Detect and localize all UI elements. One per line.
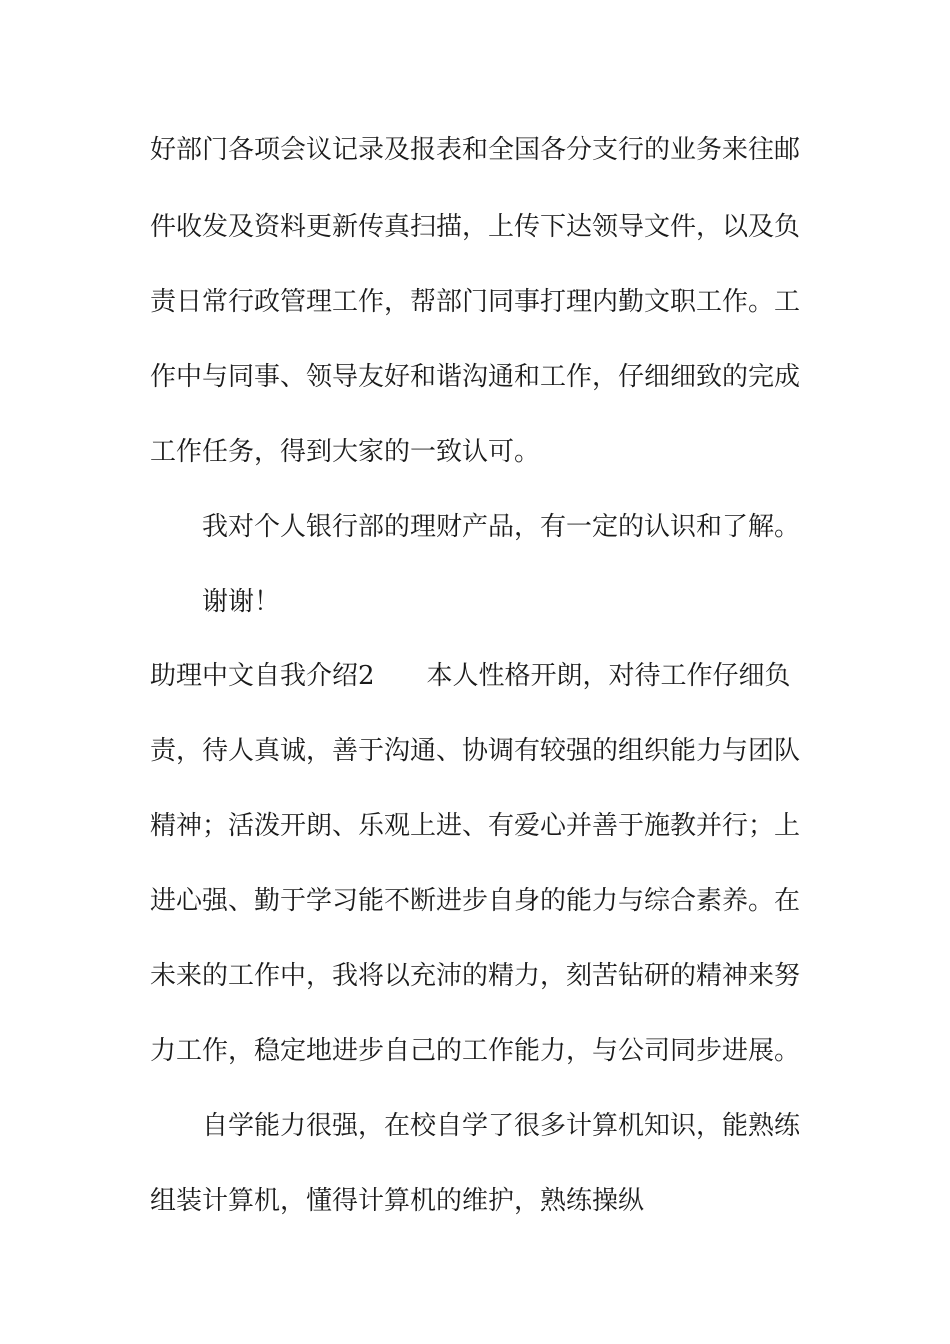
text-line: 精神；活泼开朗、乐观上进、有爱心并善于施教并行；上 xyxy=(150,811,801,841)
text-line: 好部门各项会议记录及报表和全国各分支行的业务来往邮 xyxy=(150,135,801,165)
text-line: 件收发及资料更新传真扫描，上传下达领导文件，以及负 xyxy=(150,212,801,242)
text-line: 责日常行政管理工作，帮部门同事打理内勤文职工作。工 xyxy=(150,287,801,317)
text-line: 本人性格开朗，对待工作仔细负 xyxy=(426,661,791,691)
text-line: 谢谢！ xyxy=(202,587,281,617)
text-line: 责，待人真诚，善于沟通、协调有较强的组织能力与团队 xyxy=(150,736,801,766)
text-line: 自学能力很强，在校自学了很多计算机知识，能熟练 xyxy=(202,1111,801,1141)
section-heading-line xyxy=(150,660,791,692)
text-line: 力工作，稳定地进步自己的工作能力，与公司同步进展。 xyxy=(150,1036,801,1066)
text-line: 作中与同事、领导友好和谐沟通和工作，仔细细致的完成 xyxy=(150,362,801,392)
text-line: 组装计算机，懂得计算机的维护，熟练操纵 xyxy=(150,1186,645,1216)
section-heading: 助理中文自我介绍2 xyxy=(150,661,375,691)
text-line: 工作任务，得到大家的一致认可。 xyxy=(150,437,541,467)
text-line: 我对个人银行部的理财产品，有一定的认识和了解。 xyxy=(202,512,801,542)
text-line: 进心强、勤于学习能不断进步自身的能力与综合素养。在 xyxy=(150,886,801,916)
text-line: 未来的工作中，我将以充沛的精力，刻苦钻研的精神来努 xyxy=(150,961,801,991)
